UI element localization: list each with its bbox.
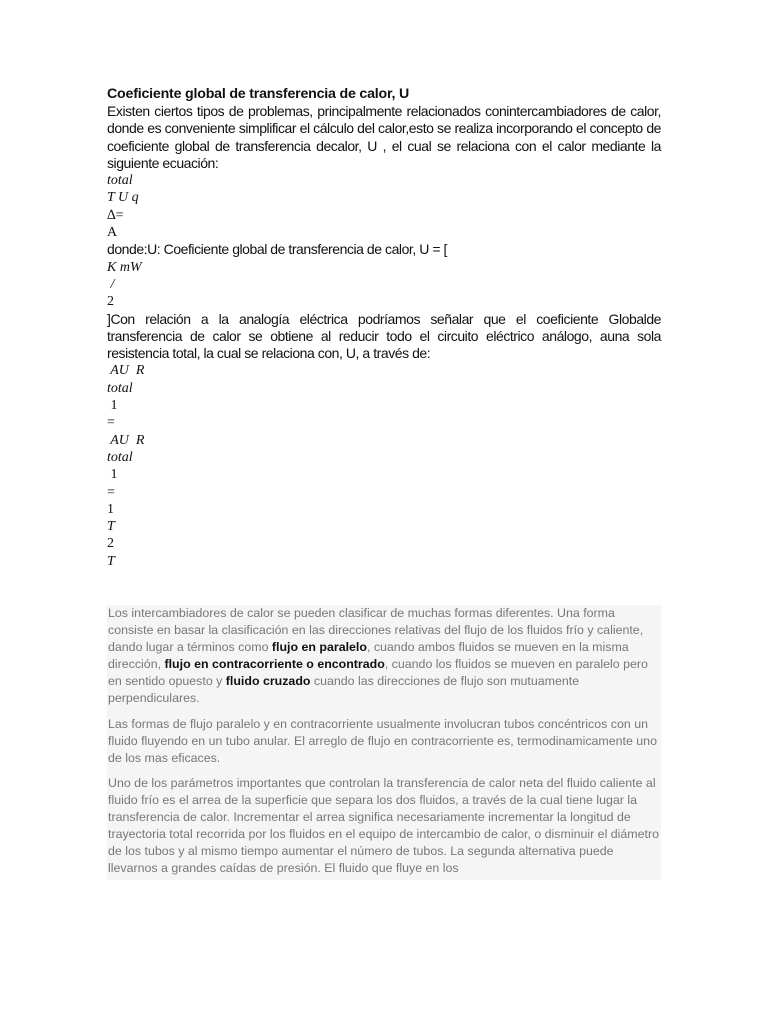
eq2-line-10: T <box>107 519 115 535</box>
excerpt-paragraph-2: Las formas de flujo paralelo y en contracorriente usualmente involucran tubos concéntricos con un fluido fluyendo en un tubo anular. El arreglo de flujo en contracorriente es, termodinamicamente uno de los mas eficaces. <box>108 716 657 765</box>
eq2-line-5: AU R <box>107 432 145 448</box>
intro-paragraph: Existen ciertos tipos de problemas, principalmente relacionados conintercambiadores de calor, donde es conveniente simplificar el cálculo del calor,esto se realiza incorporando el concepto de coeficiente global de transferencia decalor, U , el cual se relaciona con el calor mediante la siguiente ecuación: <box>107 103 661 171</box>
p1-text-a: Los intercambiadores de calor se pueden clasificar de muchas formas diferentes. Una forma consiste en basar la clasificación en las direcciones relativas del flujo de los fluidos frío y caliente, dando lugar a términos como <box>108 606 644 655</box>
excerpt-paragraph-1 <box>107 605 661 708</box>
units-line-2: / <box>107 276 115 292</box>
donde-line: donde:U: Coeficiente global de transferencia de calor, U = [ <box>107 241 447 258</box>
eq1-line-2: T U q <box>107 190 139 206</box>
eq2-line-1: AU R <box>107 363 145 379</box>
eq2-line-9: 1 <box>107 501 114 517</box>
eq2-line-11: 2 <box>107 536 114 552</box>
term-counterflow: flujo en contracorriente o encontrado <box>164 657 385 672</box>
p1-text-c: , cuando ambos fluidos se mueven en la misma dirección, <box>108 640 629 672</box>
units-line-3: 2 <box>107 294 114 310</box>
eq2-line-3: 1 <box>107 398 118 414</box>
eq1-line-3: ∆= <box>107 207 124 223</box>
eq2-line-4: = <box>107 415 115 431</box>
eq1-line-1: total <box>107 173 133 189</box>
analogy-paragraph: ]Con relación a la analogía eléctrica podríamos señalar que el coeficiente Globalde transferencia de calor se obtiene al reducir todo el circuito eléctrico análogo, auna sola resistencia total, la cual se relaciona con, U, a través de: <box>107 310 661 362</box>
eq2-line-12: T <box>107 553 115 569</box>
eq2-line-8: = <box>107 484 115 500</box>
p1-text-e: cuando las direcciones de flujo son mutuamente perpendiculares. <box>108 674 580 706</box>
term-parallel-flow: flujo en paralelo <box>271 640 367 655</box>
excerpt-paragraph-3: Uno de los parámetros importantes que controlan la transferencia de calor neta del fluido caliente al fluido frío es el arrea de la superficie que separa los dos fluidos, a través de la cual tiene lugar la transferencia de calor. Incrementar el arrea significa necesariamente incrementar la longitud de trayectoria total recorrida por los fluidos en el equipo de intercambio de calor, o disminuir el diámetro de los tubos y al mismo tiempo aumentar el número de tubos. La segunda alternativa puede llevarnos a grandes caídas de presión. El fluido que fluye en los <box>108 775 659 876</box>
section-title: Coeficiente global de transferencia de calor, U <box>107 86 410 102</box>
document-body <box>107 86 661 570</box>
units-line-1: K mW <box>107 259 142 275</box>
eq2-line-7: 1 <box>107 467 118 483</box>
eq1-line-4: A <box>107 225 118 241</box>
eq2-line-6: total <box>107 449 133 465</box>
eq2-line-2: total <box>107 380 133 396</box>
p1-text-d: , cuando los fluidos se mueven en paralelo pero en sentido opuesto y <box>108 657 648 689</box>
term-crossflow: fluido cruzado <box>225 674 311 689</box>
excerpt-box <box>107 605 661 880</box>
